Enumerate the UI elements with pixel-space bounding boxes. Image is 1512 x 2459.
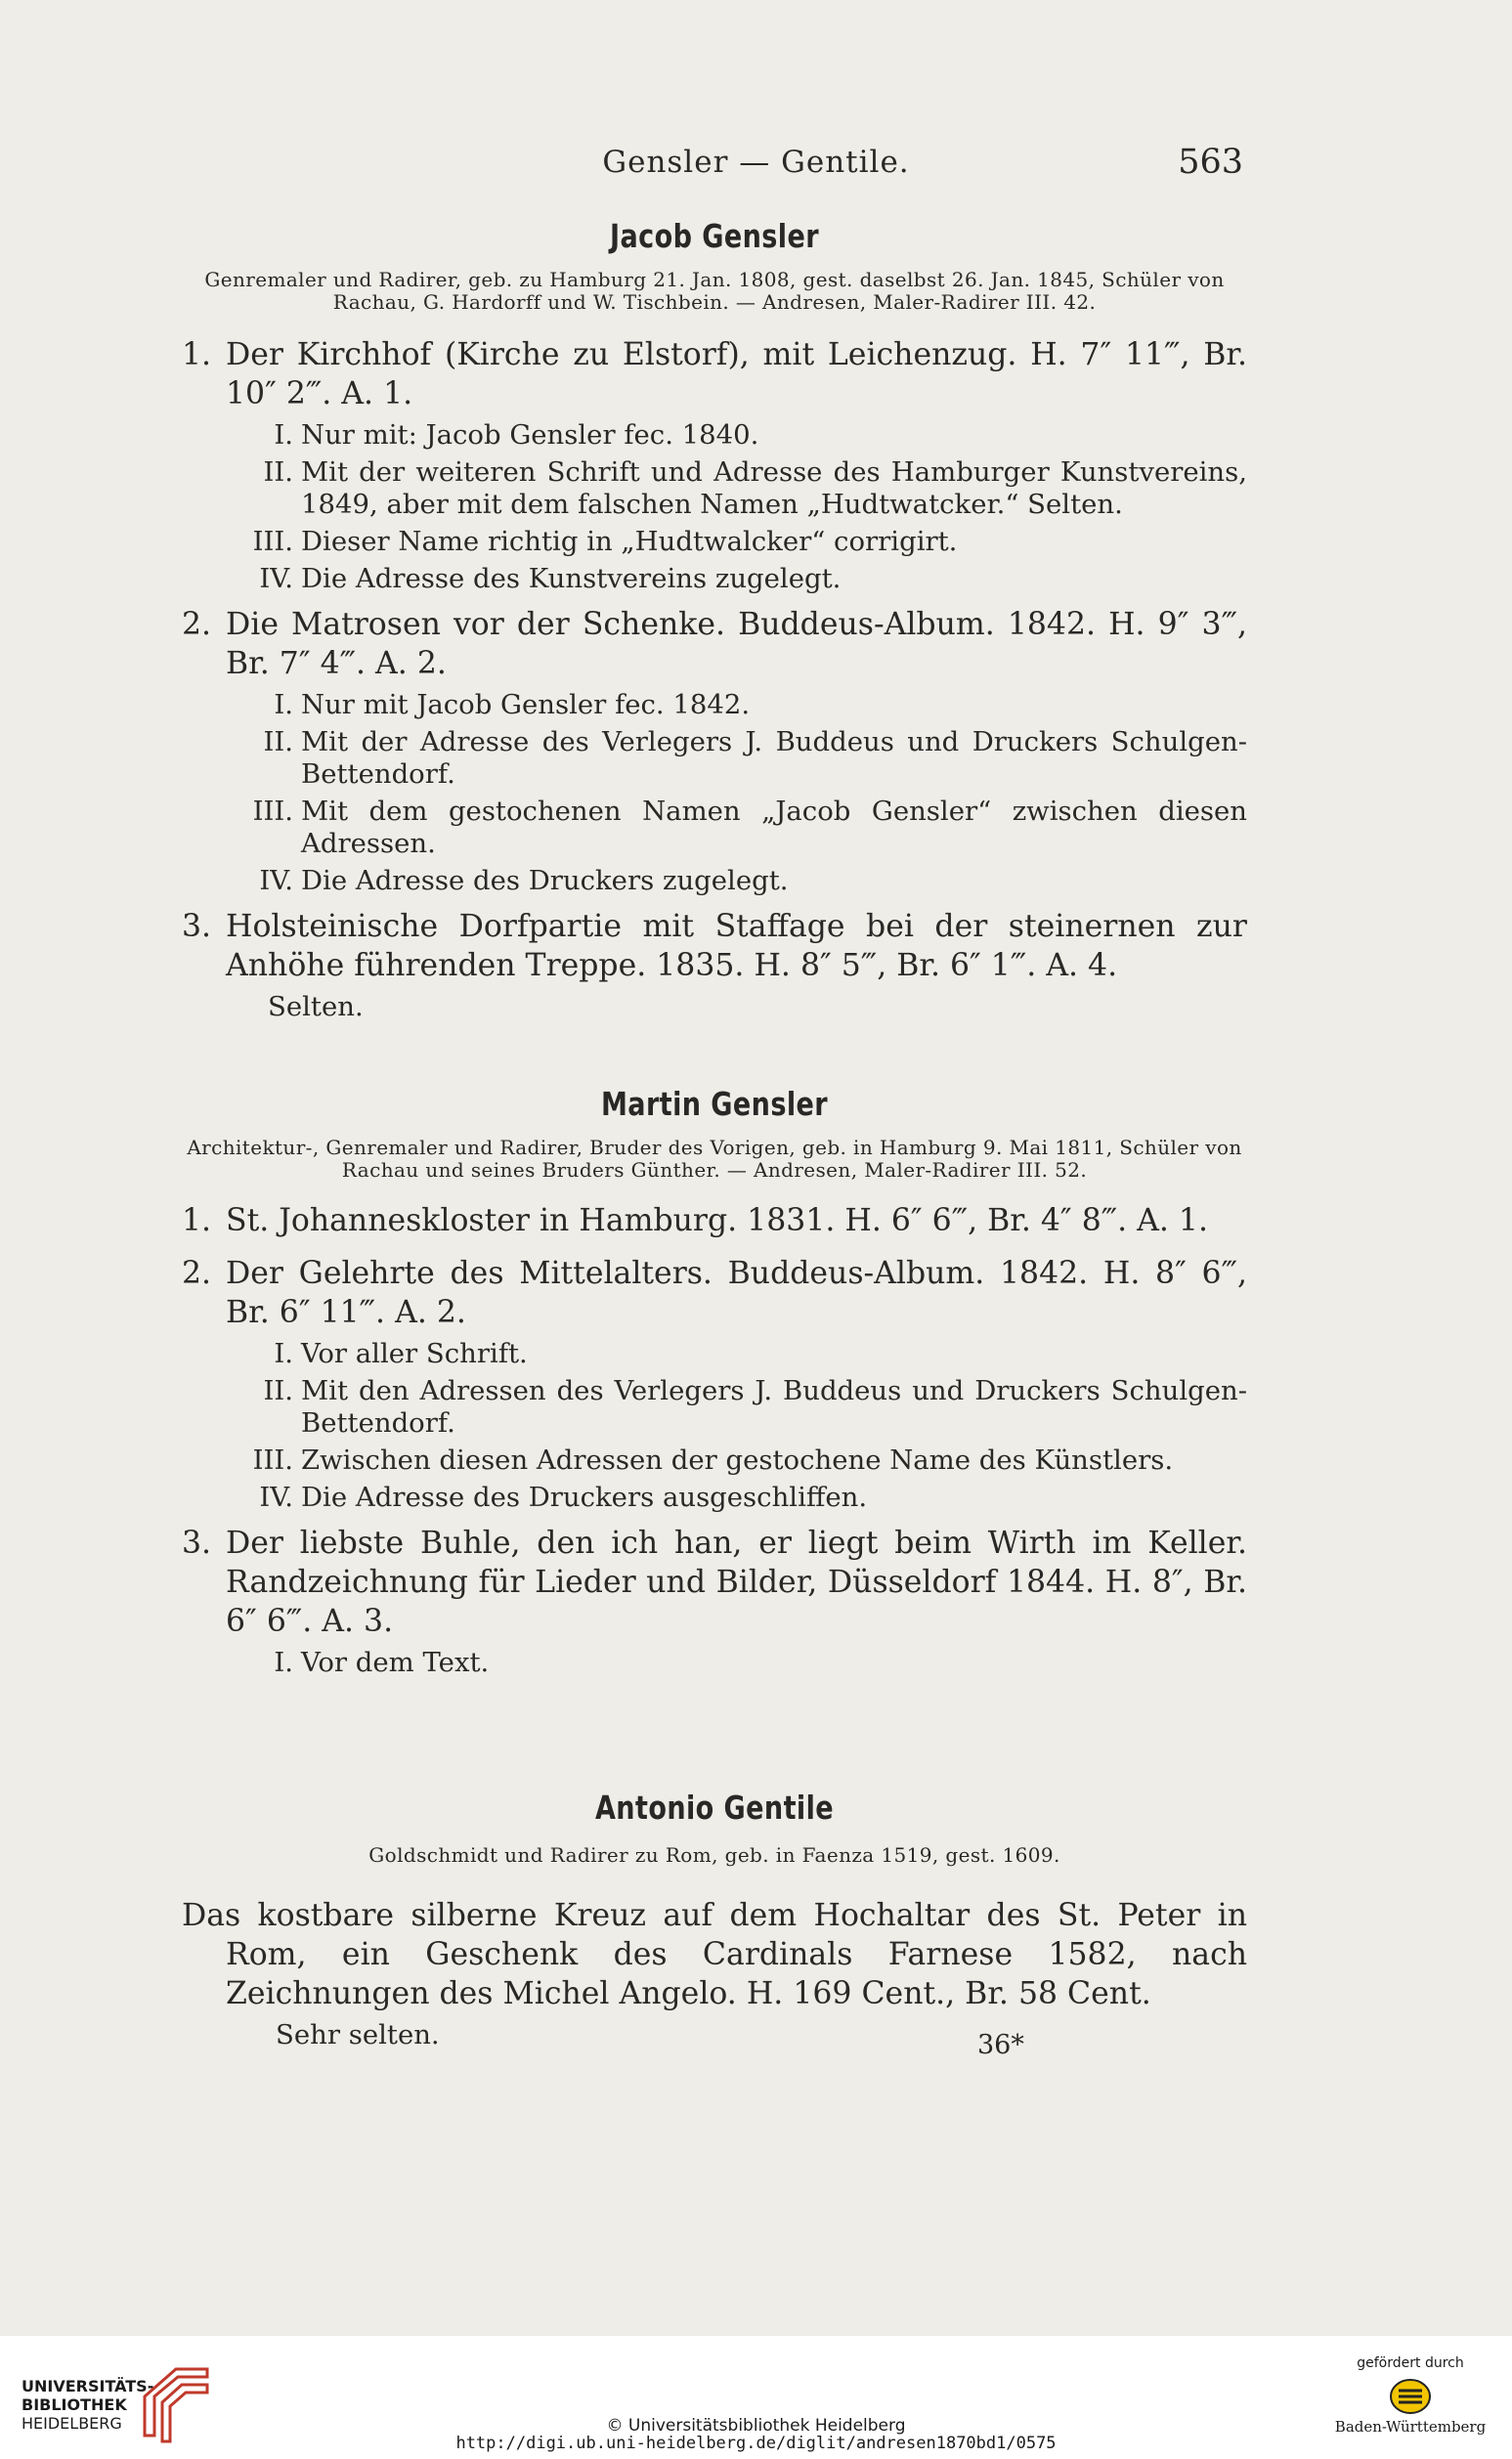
work-title: Die Matrosen vor der Schenke. Buddeus-Album. 1842. H. 9″ 3‴, Br. 7″ 4‴. A. 2. [226, 607, 1247, 681]
state-roman: III. [252, 796, 293, 827]
state-item [182, 526, 1247, 558]
work-title: Der Gelehrte des Mittelalters. Buddeus-Album. 1842. H. 8″ 6‴, Br. 6″ 11‴. A. 2. [226, 1256, 1247, 1330]
state-item [182, 1445, 1247, 1477]
state-item [182, 689, 1247, 721]
state-roman: I. [274, 689, 293, 720]
artist-entry-martin-gensler [182, 1085, 1247, 1689]
state-text: Mit der Adresse des Verlegers J. Buddeus und Druckers Schulgen-Bettendorf. [301, 726, 1247, 790]
state-roman: IV. [259, 563, 293, 594]
work-number: 2. [182, 607, 212, 642]
work-item [182, 1254, 1247, 1332]
work-number: 2. [182, 1256, 212, 1291]
copyright-notice: © Universitätsbibliothek Heidelberg [606, 2416, 906, 2436]
work-item [182, 1201, 1247, 1240]
work-title: St. Johanneskloster in Hamburg. 1831. H. 6″ 6‴, Br. 4″ 8‴. A. 1. [226, 1203, 1208, 1238]
states-list [182, 689, 1247, 897]
state-roman: III. [252, 1445, 293, 1476]
state-item [182, 1482, 1247, 1514]
state-text: Vor dem Text. [301, 1647, 490, 1678]
work-title: Holsteinische Dorfpartie mit Staffage bei der steinernen zur Anhöhe führenden Treppe. 1835. H. 8″ 5‴, Br. 6″ 1‴. A. 4. [226, 909, 1247, 983]
permalink-url[interactable]: http://digi.ub.uni-heidelberg.de/diglit/andresen1870bd1/0575 [455, 2434, 1057, 2453]
work-number: 1. [182, 1203, 212, 1238]
entry-note: Sehr selten. [276, 2019, 440, 2050]
state-item [182, 796, 1247, 860]
state-roman: II. [263, 456, 293, 488]
state-roman: III. [252, 526, 293, 557]
artist-entry-antonio-gentile [182, 1789, 1247, 2061]
state-roman: I. [274, 1647, 293, 1678]
work-title: Der Kirchhof (Kirche zu Elstorf), mit Leichenzug. H. 7″ 11‴, Br. 10″ 2‴. A. 1. [226, 337, 1247, 411]
states-list [182, 1338, 1247, 1514]
works-list [182, 1201, 1247, 1679]
artist-entry-jacob-gensler [182, 217, 1247, 1033]
work-item [182, 605, 1247, 683]
state-text: Zwischen diesen Adressen der gestochene Name des Künstlers. [301, 1445, 1174, 1476]
state-roman: I. [274, 1338, 293, 1369]
state-text: Die Adresse des Druckers ausgeschliffen. [301, 1482, 868, 1513]
page-number: 563 [1178, 143, 1243, 182]
work-title: Der liebste Buhle, den ich han, er liegt beim Wirth im Keller. Randzeichnung für Lieder und Bilder, Düsseldorf 1844. H. 8″, Br. 6″ 6‴. A. 3. [226, 1526, 1247, 1639]
state-text: Nur mit Jacob Gensler fec. 1842. [301, 689, 751, 720]
work-item [182, 335, 1247, 413]
state-item [182, 1338, 1247, 1370]
state-item [182, 726, 1247, 791]
states-list [182, 1647, 1247, 1679]
state-coat-of-arms-icon [1389, 2377, 1432, 2416]
artist-bio: Goldschmidt und Radirer zu Rom, geb. in Faenza 1519, gest. 1609. [368, 1843, 1060, 1867]
sponsor-name: Baden-Württemberg [1334, 2418, 1487, 2436]
works-list [182, 335, 1247, 1023]
state-text: Mit dem gestochenen Namen „Jacob Gensler“ zwischen diesen Adressen. [301, 796, 1247, 859]
state-item [182, 1647, 1247, 1679]
work-note: Selten. [268, 991, 364, 1022]
state-roman: IV. [259, 1482, 293, 1513]
artist-bio: Architektur-, Genremaler und Radirer, Bruder des Vorigen, geb. in Hamburg 9. Mai 1811, Schüler von Rachau und seines Bruders Günther. — Andresen, Maler-Radirer III. 52. [187, 1136, 1242, 1182]
state-text: Nur mit: Jacob Gensler fec. 1840. [301, 419, 759, 451]
work-item [182, 907, 1247, 985]
state-roman: IV. [259, 865, 293, 896]
state-item [182, 1375, 1247, 1440]
state-roman: I. [274, 419, 293, 451]
library-line-3: HEIDELBERG [22, 2414, 122, 2433]
running-head-title: Gensler — Gentile. [602, 145, 910, 180]
state-text: Dieser Name richtig in „Hudtwalcker“ corrigirt. [301, 526, 958, 557]
signature-mark: 36* [977, 2030, 1024, 2060]
work-number: 1. [182, 337, 212, 372]
state-text: Die Adresse des Druckers zugelegt. [301, 865, 789, 896]
states-list [182, 419, 1247, 595]
entry-paragraph: Das kostbare silberne Kreuz auf dem Hochaltar des St. Peter in Rom, ein Geschenk des Cardinals Farnese 1582, nach Zeichnungen des Michel Angelo. H. 169 Cent., Br. 58 Cent. [182, 1898, 1247, 2011]
sponsor-block [1332, 2355, 1489, 2436]
library-line-1: UNIVERSITÄTS- [22, 2377, 154, 2395]
digitization-footer [0, 2336, 1512, 2459]
artist-name: Antonio Gentile [594, 1789, 835, 1827]
artist-name: Martin Gensler [600, 1085, 829, 1123]
state-text: Vor aller Schrift. [301, 1338, 528, 1369]
state-roman: II. [263, 1375, 293, 1406]
work-number: 3. [182, 1526, 212, 1561]
artist-name: Jacob Gensler [610, 217, 819, 255]
state-text: Mit den Adressen des Verlegers J. Buddeus und Druckers Schulgen-Bettendorf. [301, 1375, 1247, 1439]
artist-bio: Genremaler und Radirer, geb. zu Hamburg 21. Jan. 1808, gest. daselbst 26. Jan. 1845, Schüler von Rachau, G. Hardorff und W. Tischbein. — Andresen, Maler-Radirer III. 42. [204, 268, 1225, 314]
state-text: Die Adresse des Kunstvereins zugelegt. [301, 563, 842, 594]
state-item [182, 865, 1247, 897]
state-roman: II. [263, 726, 293, 757]
state-text: Mit der weiteren Schrift und Adresse des Hamburger Kunstvereins, 1849, aber mit dem falschen Namen „Hudtwatcker.“ Selten. [301, 456, 1247, 520]
state-item [182, 563, 1247, 595]
work-item [182, 1524, 1247, 1641]
sponsor-label: gefördert durch [1357, 2355, 1464, 2371]
work-number: 3. [182, 909, 212, 944]
state-item [182, 456, 1247, 521]
running-head [0, 145, 1512, 184]
library-line-2: BIBLIOTHEK [22, 2395, 127, 2414]
state-item [182, 419, 1247, 452]
